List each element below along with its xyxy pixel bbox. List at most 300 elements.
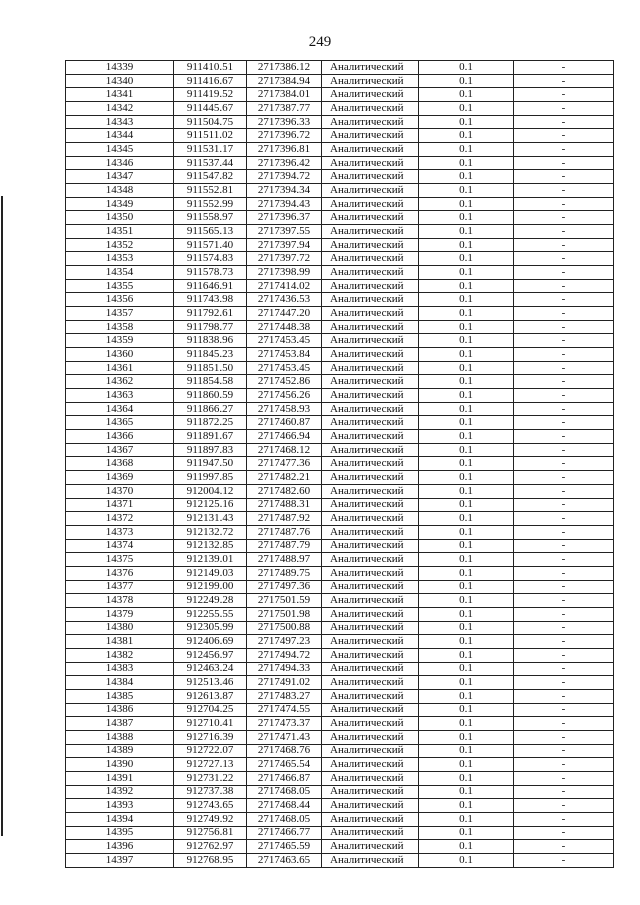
point-number-cell: 14339 [66, 61, 174, 75]
method-cell: Аналитический [322, 307, 419, 321]
method-cell: Аналитический [322, 74, 419, 88]
note-cell: - [514, 402, 614, 416]
x-coordinate-cell: 911947.50 [174, 457, 247, 471]
note-cell: - [514, 74, 614, 88]
table-row [66, 156, 614, 170]
accuracy-cell: 0.1 [419, 293, 514, 307]
note-cell: - [514, 539, 614, 553]
table-row [66, 471, 614, 485]
y-coordinate-cell: 2717397.72 [247, 252, 322, 266]
accuracy-cell: 0.1 [419, 430, 514, 444]
y-coordinate-cell: 2717474.55 [247, 703, 322, 717]
table-row [66, 320, 614, 334]
method-cell: Аналитический [322, 826, 419, 840]
accuracy-cell: 0.1 [419, 785, 514, 799]
accuracy-cell: 0.1 [419, 361, 514, 375]
y-coordinate-cell: 2717487.79 [247, 539, 322, 553]
accuracy-cell: 0.1 [419, 799, 514, 813]
method-cell: Аналитический [322, 648, 419, 662]
y-coordinate-cell: 2717497.23 [247, 635, 322, 649]
x-coordinate-cell: 912149.03 [174, 566, 247, 580]
point-number-cell: 14387 [66, 717, 174, 731]
accuracy-cell: 0.1 [419, 389, 514, 403]
y-coordinate-cell: 2717463.65 [247, 853, 322, 867]
table-row [66, 826, 614, 840]
table-row [66, 361, 614, 375]
point-number-cell: 14395 [66, 826, 174, 840]
point-number-cell: 14347 [66, 170, 174, 184]
x-coordinate-cell: 911419.52 [174, 88, 247, 102]
table-row [66, 539, 614, 553]
x-coordinate-cell: 912749.92 [174, 812, 247, 826]
accuracy-cell: 0.1 [419, 102, 514, 116]
point-number-cell: 14374 [66, 539, 174, 553]
point-number-cell: 14365 [66, 416, 174, 430]
y-coordinate-cell: 2717488.31 [247, 498, 322, 512]
x-coordinate-cell: 911410.51 [174, 61, 247, 75]
accuracy-cell: 0.1 [419, 676, 514, 690]
coordinates-table-body [66, 61, 614, 868]
note-cell: - [514, 662, 614, 676]
method-cell: Аналитический [322, 703, 419, 717]
method-cell: Аналитический [322, 730, 419, 744]
point-number-cell: 14372 [66, 512, 174, 526]
y-coordinate-cell: 2717501.59 [247, 594, 322, 608]
point-number-cell: 14373 [66, 525, 174, 539]
table-row [66, 74, 614, 88]
note-cell: - [514, 252, 614, 266]
table-row [66, 416, 614, 430]
method-cell: Аналитический [322, 361, 419, 375]
note-cell: - [514, 785, 614, 799]
accuracy-cell: 0.1 [419, 758, 514, 772]
table-row [66, 170, 614, 184]
point-number-cell: 14345 [66, 143, 174, 157]
x-coordinate-cell: 911872.25 [174, 416, 247, 430]
x-coordinate-cell: 912132.72 [174, 525, 247, 539]
y-coordinate-cell: 2717491.02 [247, 676, 322, 690]
point-number-cell: 14362 [66, 375, 174, 389]
method-cell: Аналитический [322, 812, 419, 826]
x-coordinate-cell: 912613.87 [174, 689, 247, 703]
point-number-cell: 14382 [66, 648, 174, 662]
y-coordinate-cell: 2717500.88 [247, 621, 322, 635]
accuracy-cell: 0.1 [419, 635, 514, 649]
accuracy-cell: 0.1 [419, 648, 514, 662]
note-cell: - [514, 580, 614, 594]
point-number-cell: 14354 [66, 266, 174, 280]
method-cell: Аналитический [322, 225, 419, 239]
y-coordinate-cell: 2717396.42 [247, 156, 322, 170]
note-cell: - [514, 471, 614, 485]
method-cell: Аналитический [322, 689, 419, 703]
note-cell: - [514, 102, 614, 116]
table-row [66, 334, 614, 348]
point-number-cell: 14380 [66, 621, 174, 635]
x-coordinate-cell: 911531.17 [174, 143, 247, 157]
table-row [66, 129, 614, 143]
method-cell: Аналитический [322, 184, 419, 198]
accuracy-cell: 0.1 [419, 621, 514, 635]
x-coordinate-cell: 911571.40 [174, 238, 247, 252]
point-number-cell: 14397 [66, 853, 174, 867]
table-row [66, 594, 614, 608]
table-row [66, 484, 614, 498]
note-cell: - [514, 758, 614, 772]
accuracy-cell: 0.1 [419, 143, 514, 157]
x-coordinate-cell: 911897.83 [174, 443, 247, 457]
y-coordinate-cell: 2717398.99 [247, 266, 322, 280]
y-coordinate-cell: 2717482.60 [247, 484, 322, 498]
note-cell: - [514, 170, 614, 184]
table-row [66, 553, 614, 567]
y-coordinate-cell: 2717396.81 [247, 143, 322, 157]
accuracy-cell: 0.1 [419, 744, 514, 758]
table-row [66, 648, 614, 662]
method-cell: Аналитический [322, 607, 419, 621]
point-number-cell: 14375 [66, 553, 174, 567]
note-cell: - [514, 184, 614, 198]
y-coordinate-cell: 2717466.87 [247, 771, 322, 785]
note-cell: - [514, 443, 614, 457]
note-cell: - [514, 771, 614, 785]
accuracy-cell: 0.1 [419, 156, 514, 170]
note-cell: - [514, 143, 614, 157]
table-row [66, 621, 614, 635]
method-cell: Аналитический [322, 211, 419, 225]
y-coordinate-cell: 2717501.98 [247, 607, 322, 621]
y-coordinate-cell: 2717477.36 [247, 457, 322, 471]
method-cell: Аналитический [322, 621, 419, 635]
note-cell: - [514, 826, 614, 840]
y-coordinate-cell: 2717494.33 [247, 662, 322, 676]
table-row [66, 758, 614, 772]
x-coordinate-cell: 912768.95 [174, 853, 247, 867]
accuracy-cell: 0.1 [419, 512, 514, 526]
note-cell: - [514, 812, 614, 826]
method-cell: Аналитический [322, 771, 419, 785]
point-number-cell: 14383 [66, 662, 174, 676]
y-coordinate-cell: 2717471.43 [247, 730, 322, 744]
table-row [66, 102, 614, 116]
method-cell: Аналитический [322, 143, 419, 157]
method-cell: Аналитический [322, 840, 419, 854]
point-number-cell: 14384 [66, 676, 174, 690]
note-cell: - [514, 375, 614, 389]
x-coordinate-cell: 911552.99 [174, 197, 247, 211]
method-cell: Аналитический [322, 498, 419, 512]
x-coordinate-cell: 911860.59 [174, 389, 247, 403]
note-cell: - [514, 430, 614, 444]
table-row [66, 635, 614, 649]
y-coordinate-cell: 2717489.75 [247, 566, 322, 580]
point-number-cell: 14356 [66, 293, 174, 307]
table-row [66, 730, 614, 744]
x-coordinate-cell: 912125.16 [174, 498, 247, 512]
x-coordinate-cell: 912731.22 [174, 771, 247, 785]
accuracy-cell: 0.1 [419, 170, 514, 184]
x-coordinate-cell: 912762.97 [174, 840, 247, 854]
table-row [66, 211, 614, 225]
note-cell: - [514, 635, 614, 649]
x-coordinate-cell: 912704.25 [174, 703, 247, 717]
y-coordinate-cell: 2717453.45 [247, 361, 322, 375]
coordinates-table [65, 60, 614, 868]
y-coordinate-cell: 2717497.36 [247, 580, 322, 594]
method-cell: Аналитический [322, 197, 419, 211]
point-number-cell: 14370 [66, 484, 174, 498]
point-number-cell: 14391 [66, 771, 174, 785]
y-coordinate-cell: 2717387.77 [247, 102, 322, 116]
note-cell: - [514, 621, 614, 635]
note-cell: - [514, 607, 614, 621]
note-cell: - [514, 648, 614, 662]
y-coordinate-cell: 2717394.34 [247, 184, 322, 198]
x-coordinate-cell: 912131.43 [174, 512, 247, 526]
method-cell: Аналитический [322, 785, 419, 799]
note-cell: - [514, 389, 614, 403]
y-coordinate-cell: 2717468.12 [247, 443, 322, 457]
point-number-cell: 14357 [66, 307, 174, 321]
y-coordinate-cell: 2717466.94 [247, 430, 322, 444]
accuracy-cell: 0.1 [419, 553, 514, 567]
y-coordinate-cell: 2717468.05 [247, 812, 322, 826]
method-cell: Аналитический [322, 758, 419, 772]
note-cell: - [514, 703, 614, 717]
x-coordinate-cell: 912756.81 [174, 826, 247, 840]
note-cell: - [514, 799, 614, 813]
x-coordinate-cell: 911838.96 [174, 334, 247, 348]
accuracy-cell: 0.1 [419, 238, 514, 252]
x-coordinate-cell: 911854.58 [174, 375, 247, 389]
x-coordinate-cell: 911558.97 [174, 211, 247, 225]
note-cell: - [514, 348, 614, 362]
y-coordinate-cell: 2717397.55 [247, 225, 322, 239]
y-coordinate-cell: 2717436.53 [247, 293, 322, 307]
point-number-cell: 14350 [66, 211, 174, 225]
accuracy-cell: 0.1 [419, 566, 514, 580]
note-cell: - [514, 744, 614, 758]
point-number-cell: 14396 [66, 840, 174, 854]
y-coordinate-cell: 2717494.72 [247, 648, 322, 662]
accuracy-cell: 0.1 [419, 580, 514, 594]
table-row [66, 771, 614, 785]
note-cell: - [514, 211, 614, 225]
method-cell: Аналитический [322, 238, 419, 252]
table-row [66, 307, 614, 321]
point-number-cell: 14358 [66, 320, 174, 334]
accuracy-cell: 0.1 [419, 375, 514, 389]
y-coordinate-cell: 2717447.20 [247, 307, 322, 321]
point-number-cell: 14367 [66, 443, 174, 457]
accuracy-cell: 0.1 [419, 484, 514, 498]
table-row [66, 115, 614, 129]
x-coordinate-cell: 912139.01 [174, 553, 247, 567]
method-cell: Аналитический [322, 484, 419, 498]
point-number-cell: 14392 [66, 785, 174, 799]
point-number-cell: 14369 [66, 471, 174, 485]
x-coordinate-cell: 912463.24 [174, 662, 247, 676]
y-coordinate-cell: 2717453.84 [247, 348, 322, 362]
x-coordinate-cell: 912743.65 [174, 799, 247, 813]
accuracy-cell: 0.1 [419, 74, 514, 88]
note-cell: - [514, 225, 614, 239]
point-number-cell: 14368 [66, 457, 174, 471]
y-coordinate-cell: 2717473.37 [247, 717, 322, 731]
method-cell: Аналитический [322, 553, 419, 567]
x-coordinate-cell: 911646.91 [174, 279, 247, 293]
x-coordinate-cell: 911504.75 [174, 115, 247, 129]
note-cell: - [514, 457, 614, 471]
x-coordinate-cell: 912456.97 [174, 648, 247, 662]
point-number-cell: 14340 [66, 74, 174, 88]
table-row [66, 402, 614, 416]
y-coordinate-cell: 2717488.97 [247, 553, 322, 567]
method-cell: Аналитический [322, 580, 419, 594]
method-cell: Аналитический [322, 115, 419, 129]
method-cell: Аналитический [322, 662, 419, 676]
x-coordinate-cell: 911552.81 [174, 184, 247, 198]
point-number-cell: 14386 [66, 703, 174, 717]
point-number-cell: 14351 [66, 225, 174, 239]
y-coordinate-cell: 2717460.87 [247, 416, 322, 430]
x-coordinate-cell: 911574.83 [174, 252, 247, 266]
method-cell: Аналитический [322, 348, 419, 362]
y-coordinate-cell: 2717452.86 [247, 375, 322, 389]
x-coordinate-cell: 911511.02 [174, 129, 247, 143]
y-coordinate-cell: 2717384.94 [247, 74, 322, 88]
method-cell: Аналитический [322, 61, 419, 75]
y-coordinate-cell: 2717483.27 [247, 689, 322, 703]
method-cell: Аналитический [322, 457, 419, 471]
method-cell: Аналитический [322, 416, 419, 430]
table-row [66, 689, 614, 703]
table-row [66, 293, 614, 307]
accuracy-cell: 0.1 [419, 443, 514, 457]
table-row [66, 744, 614, 758]
y-coordinate-cell: 2717397.94 [247, 238, 322, 252]
note-cell: - [514, 689, 614, 703]
table-row [66, 238, 614, 252]
note-cell: - [514, 266, 614, 280]
point-number-cell: 14379 [66, 607, 174, 621]
x-coordinate-cell: 912255.55 [174, 607, 247, 621]
table-row [66, 279, 614, 293]
y-coordinate-cell: 2717466.77 [247, 826, 322, 840]
x-coordinate-cell: 911547.82 [174, 170, 247, 184]
table-row [66, 197, 614, 211]
accuracy-cell: 0.1 [419, 717, 514, 731]
table-row [66, 266, 614, 280]
accuracy-cell: 0.1 [419, 184, 514, 198]
x-coordinate-cell: 911445.67 [174, 102, 247, 116]
method-cell: Аналитический [322, 635, 419, 649]
method-cell: Аналитический [322, 744, 419, 758]
accuracy-cell: 0.1 [419, 826, 514, 840]
table-row [66, 225, 614, 239]
note-cell: - [514, 156, 614, 170]
y-coordinate-cell: 2717414.02 [247, 279, 322, 293]
table-row [66, 88, 614, 102]
accuracy-cell: 0.1 [419, 594, 514, 608]
method-cell: Аналитический [322, 443, 419, 457]
x-coordinate-cell: 912004.12 [174, 484, 247, 498]
accuracy-cell: 0.1 [419, 730, 514, 744]
note-cell: - [514, 498, 614, 512]
accuracy-cell: 0.1 [419, 840, 514, 854]
method-cell: Аналитический [322, 799, 419, 813]
note-cell: - [514, 361, 614, 375]
table-row [66, 785, 614, 799]
note-cell: - [514, 717, 614, 731]
accuracy-cell: 0.1 [419, 307, 514, 321]
table-row [66, 525, 614, 539]
method-cell: Аналитический [322, 430, 419, 444]
accuracy-cell: 0.1 [419, 607, 514, 621]
x-coordinate-cell: 912710.41 [174, 717, 247, 731]
accuracy-cell: 0.1 [419, 853, 514, 867]
y-coordinate-cell: 2717482.21 [247, 471, 322, 485]
method-cell: Аналитический [322, 279, 419, 293]
accuracy-cell: 0.1 [419, 348, 514, 362]
point-number-cell: 14376 [66, 566, 174, 580]
method-cell: Аналитический [322, 717, 419, 731]
point-number-cell: 14352 [66, 238, 174, 252]
table-row [66, 853, 614, 867]
y-coordinate-cell: 2717487.76 [247, 525, 322, 539]
accuracy-cell: 0.1 [419, 252, 514, 266]
accuracy-cell: 0.1 [419, 689, 514, 703]
note-cell: - [514, 320, 614, 334]
method-cell: Аналитический [322, 594, 419, 608]
accuracy-cell: 0.1 [419, 266, 514, 280]
point-number-cell: 14355 [66, 279, 174, 293]
table-row [66, 840, 614, 854]
point-number-cell: 14342 [66, 102, 174, 116]
table-row [66, 375, 614, 389]
x-coordinate-cell: 911416.67 [174, 74, 247, 88]
y-coordinate-cell: 2717394.43 [247, 197, 322, 211]
method-cell: Аналитический [322, 512, 419, 526]
accuracy-cell: 0.1 [419, 812, 514, 826]
point-number-cell: 14381 [66, 635, 174, 649]
table-row [66, 457, 614, 471]
method-cell: Аналитический [322, 525, 419, 539]
accuracy-cell: 0.1 [419, 115, 514, 129]
x-coordinate-cell: 912722.07 [174, 744, 247, 758]
accuracy-cell: 0.1 [419, 771, 514, 785]
x-coordinate-cell: 911798.77 [174, 320, 247, 334]
accuracy-cell: 0.1 [419, 320, 514, 334]
accuracy-cell: 0.1 [419, 279, 514, 293]
method-cell: Аналитический [322, 334, 419, 348]
method-cell: Аналитический [322, 389, 419, 403]
table-row [66, 184, 614, 198]
accuracy-cell: 0.1 [419, 525, 514, 539]
table-row [66, 607, 614, 621]
accuracy-cell: 0.1 [419, 402, 514, 416]
accuracy-cell: 0.1 [419, 129, 514, 143]
point-number-cell: 14377 [66, 580, 174, 594]
method-cell: Аналитический [322, 539, 419, 553]
y-coordinate-cell: 2717465.59 [247, 840, 322, 854]
point-number-cell: 14349 [66, 197, 174, 211]
point-number-cell: 14346 [66, 156, 174, 170]
point-number-cell: 14341 [66, 88, 174, 102]
table-row [66, 430, 614, 444]
note-cell: - [514, 334, 614, 348]
point-number-cell: 14364 [66, 402, 174, 416]
